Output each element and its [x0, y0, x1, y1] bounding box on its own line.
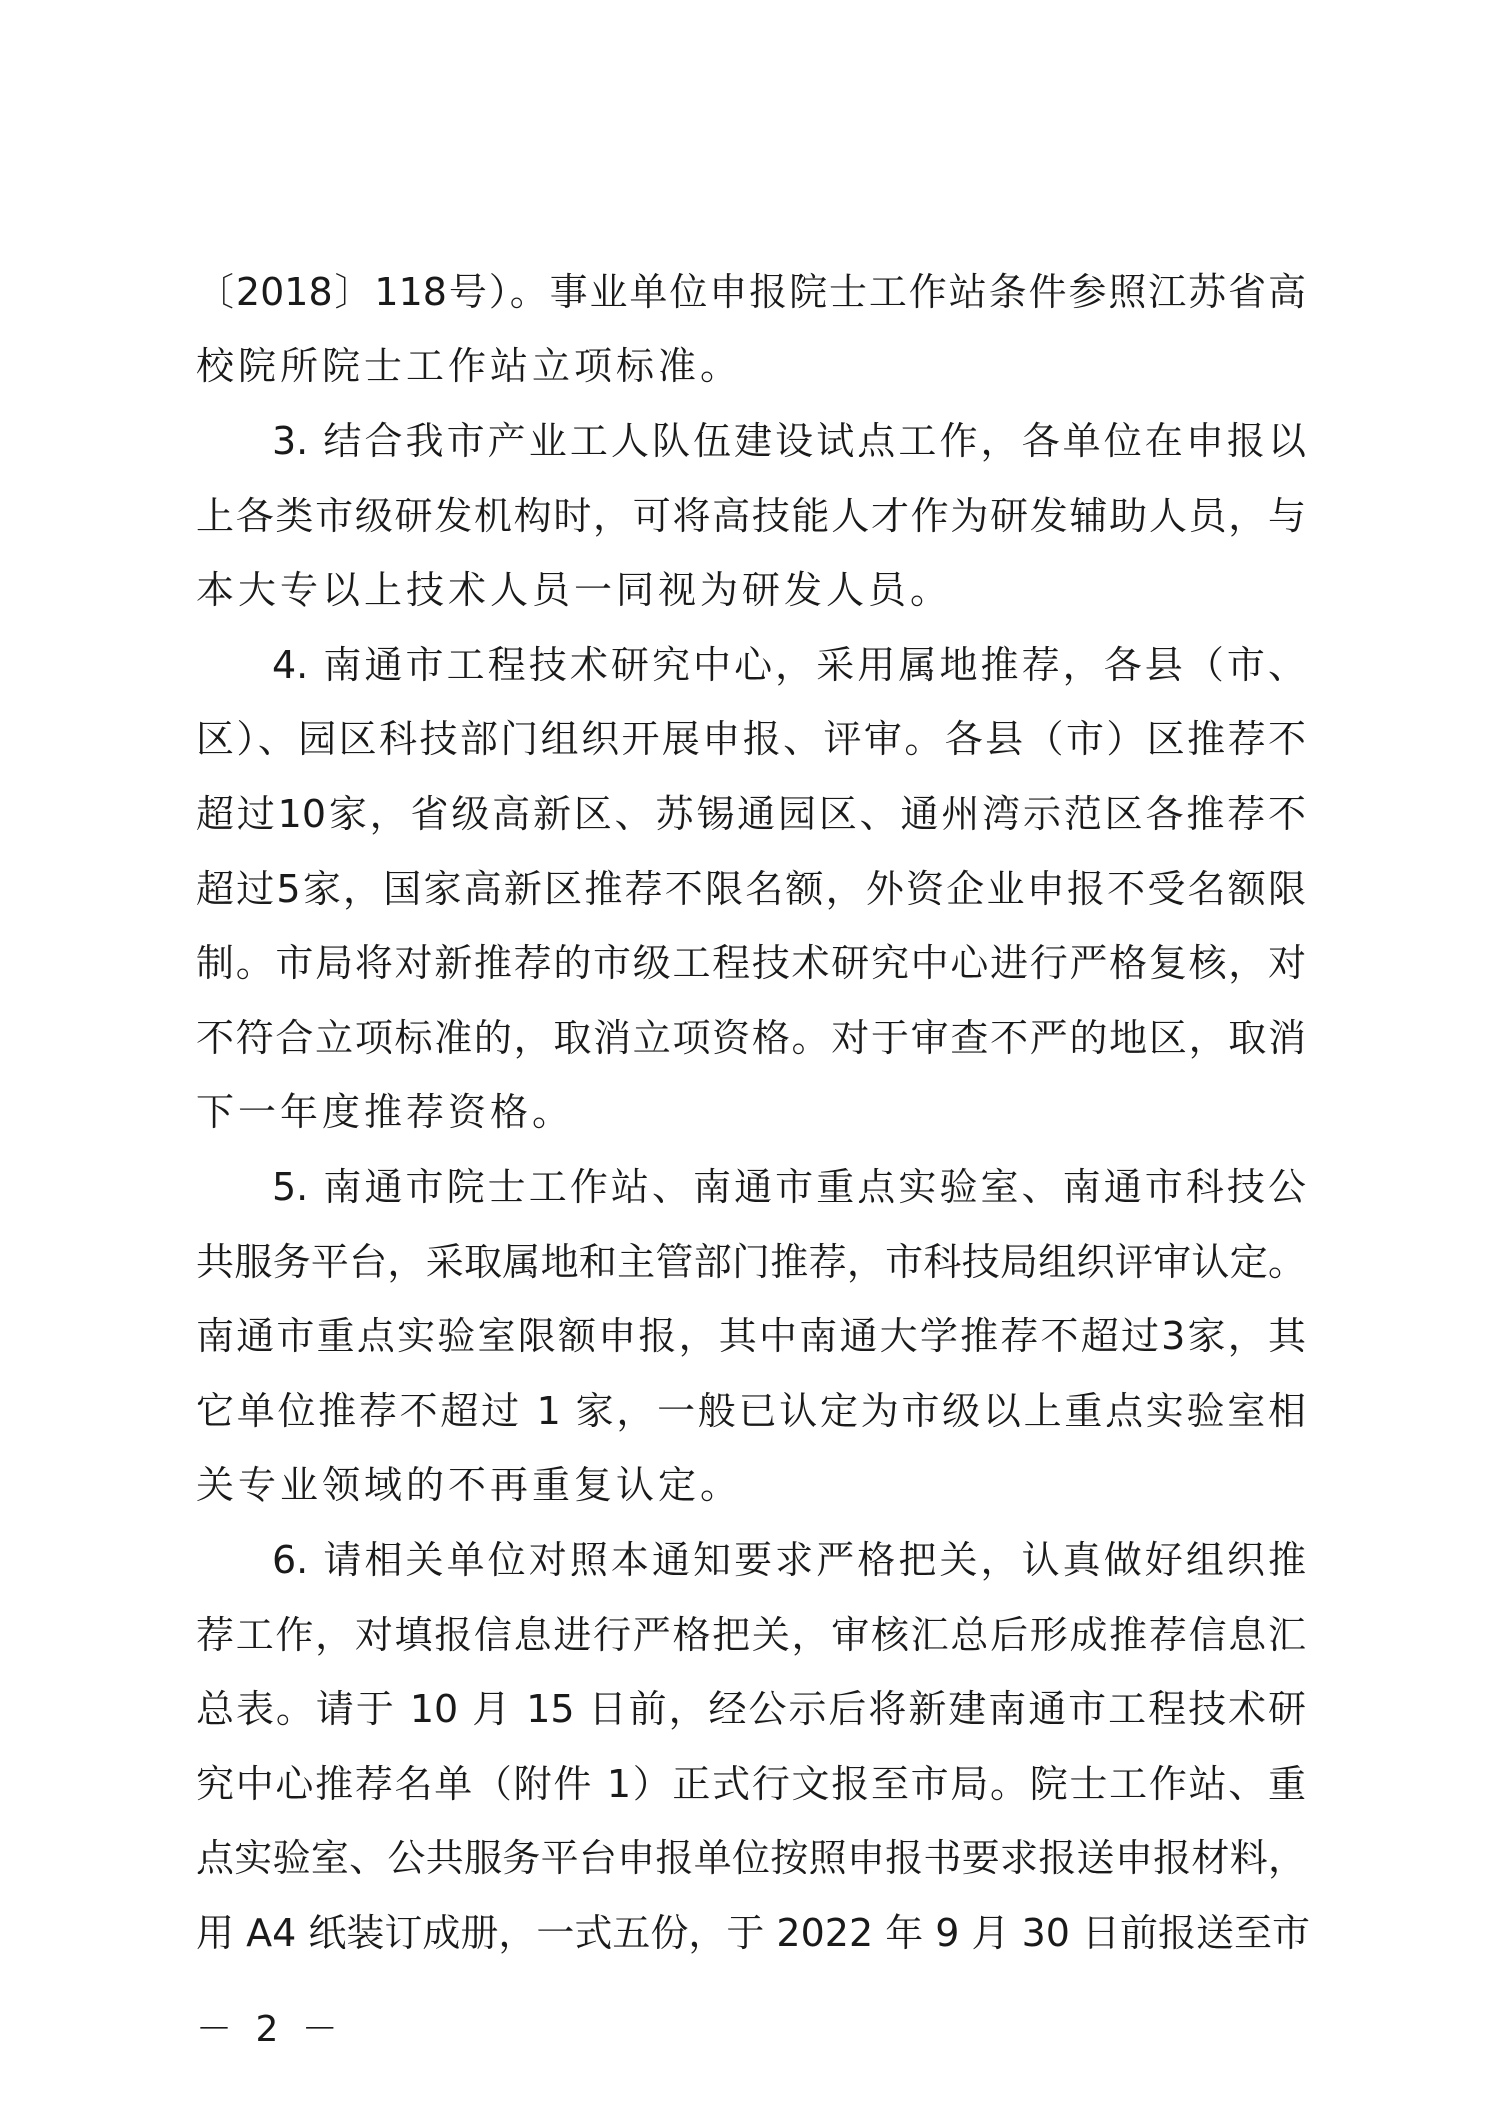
- text-line-4: 上各类市级研发机构时，可将高技能人才作为研发辅助人员，与: [196, 494, 1306, 538]
- text-line-11: 不符合立项标准的，取消立项资格。对于审查不严的地区，取消: [196, 1016, 1306, 1060]
- text-line-9: 超过5家，国家高新区推荐不限名额，外资企业申报不受名额限: [196, 867, 1306, 911]
- text-line-7: 区）、园区科技部门组织开展申报、评审。各县（市）区推荐不: [196, 717, 1306, 761]
- text-line-23: 用 A4 纸装订成册，一式五份，于 2022 年 9 月 30 日前报送至市: [196, 1911, 1311, 1955]
- text-line-5: 本大专以上技术人员一同视为研发人员。: [196, 568, 953, 612]
- text-line-20: 总表。请于 10 月 15 日前，经公示后将新建南通市工程技术研: [196, 1687, 1306, 1731]
- text-line-13: 5. 南通市院士工作站、南通市重点实验室、南通市科技公: [272, 1165, 1306, 1209]
- text-line-8: 超过10家，省级高新区、苏锡通园区、通州湾示范区各推荐不: [196, 792, 1306, 836]
- text-line-3: 3. 结合我市产业工人队伍建设试点工作，各单位在申报以: [272, 419, 1306, 463]
- page-number: － 2 －: [196, 2009, 344, 2050]
- text-line-1: 〔2018〕118号）。事业单位申报院士工作站条件参照江苏省高: [196, 270, 1306, 314]
- text-line-12: 下一年度推荐资格。: [196, 1090, 575, 1134]
- text-line-14: 共服务平台，采取属地和主管部门推荐，市科技局组织评审认定。: [196, 1240, 1306, 1284]
- text-line-16: 它单位推荐不超过 1 家，一般已认定为市级以上重点实验室相: [196, 1389, 1306, 1433]
- text-line-18: 6. 请相关单位对照本通知要求严格把关，认真做好组织推: [272, 1538, 1306, 1582]
- text-line-17: 关专业领域的不再重复认定。: [196, 1463, 743, 1507]
- text-line-10: 制。市局将对新推荐的市级工程技术研究中心进行严格复核，对: [196, 941, 1306, 985]
- text-line-6: 4. 南通市工程技术研究中心，采用属地推荐，各县（市、: [272, 643, 1306, 687]
- text-line-21: 究中心推荐名单（附件 1）正式行文报至市局。院士工作站、重: [196, 1762, 1306, 1806]
- text-line-22: 点实验室、公共服务平台申报单位按照申报书要求报送申报材料，: [196, 1836, 1306, 1880]
- text-line-2: 校院所院士工作站立项标准。: [196, 344, 743, 388]
- text-line-15: 南通市重点实验室限额申报，其中南通大学推荐不超过3家，其: [196, 1314, 1306, 1358]
- text-line-19: 荐工作，对填报信息进行严格把关，审核汇总后形成推荐信息汇: [196, 1613, 1306, 1657]
